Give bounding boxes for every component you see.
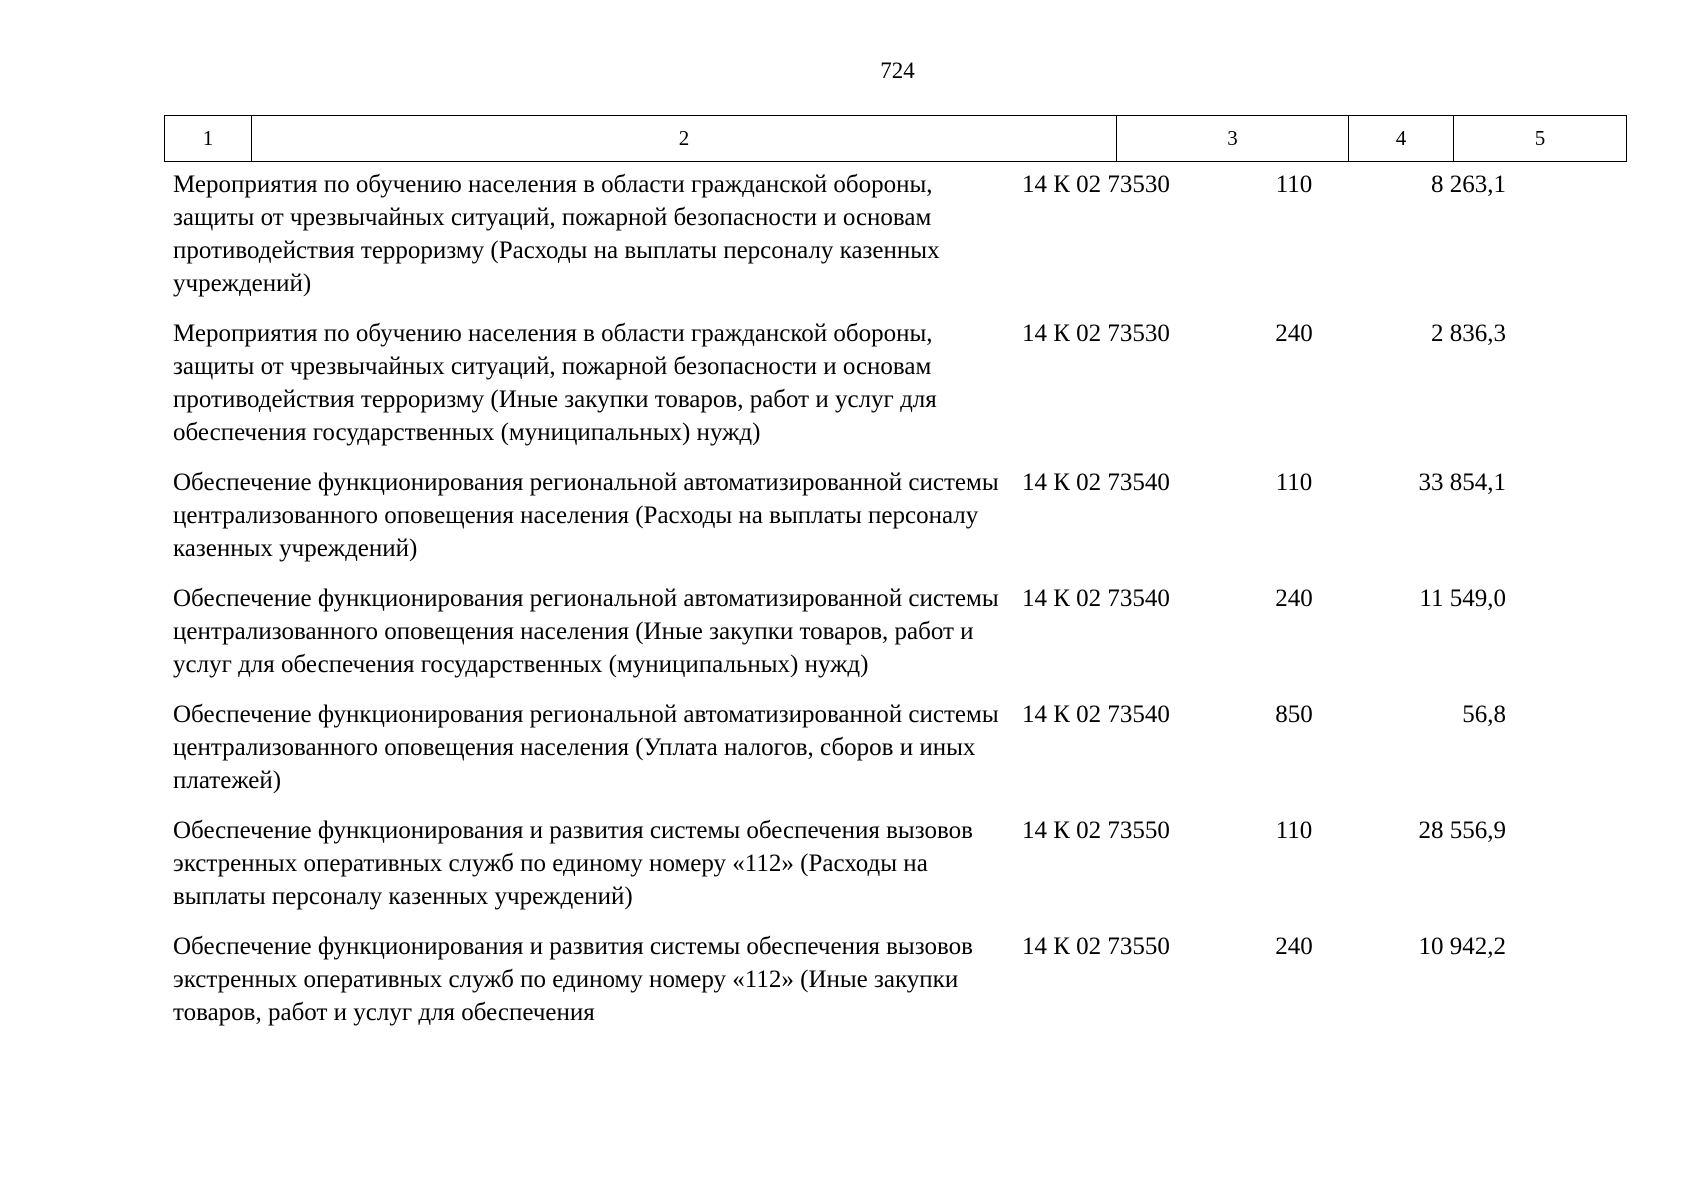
row-amount: 33 854,1 (1418, 469, 1506, 496)
row-description: Обеспечение функционирования региональной автоматизированной системы централизованного оповещения населения (Иные закупки товаров, работ и услуг для обеспечения государственных (муниципальных) нужд) (173, 585, 999, 678)
row-description: Мероприятия по обучению населения в области гражданской обороны, защиты от чрезвычайных ситуаций, пожарной безопасности и основам противодействия терроризму (Иные закупки товаров, работ и услуг для обеспечения государственных (муниципальных) нужд) (173, 320, 937, 446)
row-code: 14 К 02 73540 (1022, 585, 1170, 612)
column-header-table (164, 115, 1627, 162)
row-description: Мероприятия по обучению населения в области гражданской обороны, защиты от чрезвычайных ситуаций, пожарной безопасности и основам противодействия терроризму (Расходы на выплаты персоналу казенных учреждений) (173, 171, 940, 297)
table-row (164, 466, 1614, 565)
row-amount: 28 556,9 (1418, 817, 1506, 844)
column-header-row (165, 116, 1627, 162)
row-code: 14 К 02 73530 (1022, 320, 1170, 347)
row-code: 14 К 02 73540 (1022, 469, 1170, 496)
table-row (164, 930, 1614, 1029)
column-header-4: 4 (1349, 116, 1454, 162)
row-amount: 10 942,2 (1418, 933, 1506, 960)
page-number: 724 (880, 58, 915, 83)
row-amount: 56,8 (1462, 701, 1506, 728)
table-row (164, 317, 1614, 449)
table-body (164, 168, 1614, 1046)
column-header-2: 2 (252, 116, 1117, 162)
table-row (164, 582, 1614, 681)
row-type: 850 (1275, 701, 1313, 728)
row-code: 14 К 02 73550 (1022, 933, 1170, 960)
row-description: Обеспечение функционирования региональной автоматизированной системы централизованного оповещения населения (Расходы на выплаты персоналу казенных учреждений) (173, 469, 999, 562)
table-row (164, 814, 1614, 913)
row-description: Обеспечение функционирования и развития системы обеспечения вызовов экстренных оперативных служб по единому номеру «112» (Иные закупки товаров, работ и услуг для обеспечения (173, 933, 973, 1026)
row-code: 14 К 02 73540 (1022, 701, 1170, 728)
row-type: 240 (1275, 320, 1313, 347)
column-header-5: 5 (1454, 116, 1627, 162)
row-code: 14 К 02 73530 (1022, 171, 1170, 198)
row-amount: 2 836,3 (1431, 320, 1506, 347)
table-row (164, 698, 1614, 797)
row-amount: 8 263,1 (1431, 171, 1506, 198)
row-amount: 11 549,0 (1419, 585, 1506, 612)
row-type: 240 (1275, 585, 1313, 612)
row-type: 240 (1275, 933, 1313, 960)
row-type: 110 (1275, 817, 1313, 844)
row-description: Обеспечение функционирования и развития системы обеспечения вызовов экстренных оперативных служб по единому номеру «112» (Расходы на выплаты персоналу казенных учреждений) (173, 817, 973, 910)
row-type: 110 (1275, 469, 1313, 496)
table-row (164, 168, 1614, 300)
column-header-1: 1 (165, 116, 252, 162)
column-header-3: 3 (1117, 116, 1349, 162)
row-type: 110 (1275, 171, 1313, 198)
row-code: 14 К 02 73550 (1022, 817, 1170, 844)
row-description: Обеспечение функционирования региональной автоматизированной системы централизованного оповещения населения (Уплата налогов, сборов и иных платежей) (173, 701, 999, 794)
